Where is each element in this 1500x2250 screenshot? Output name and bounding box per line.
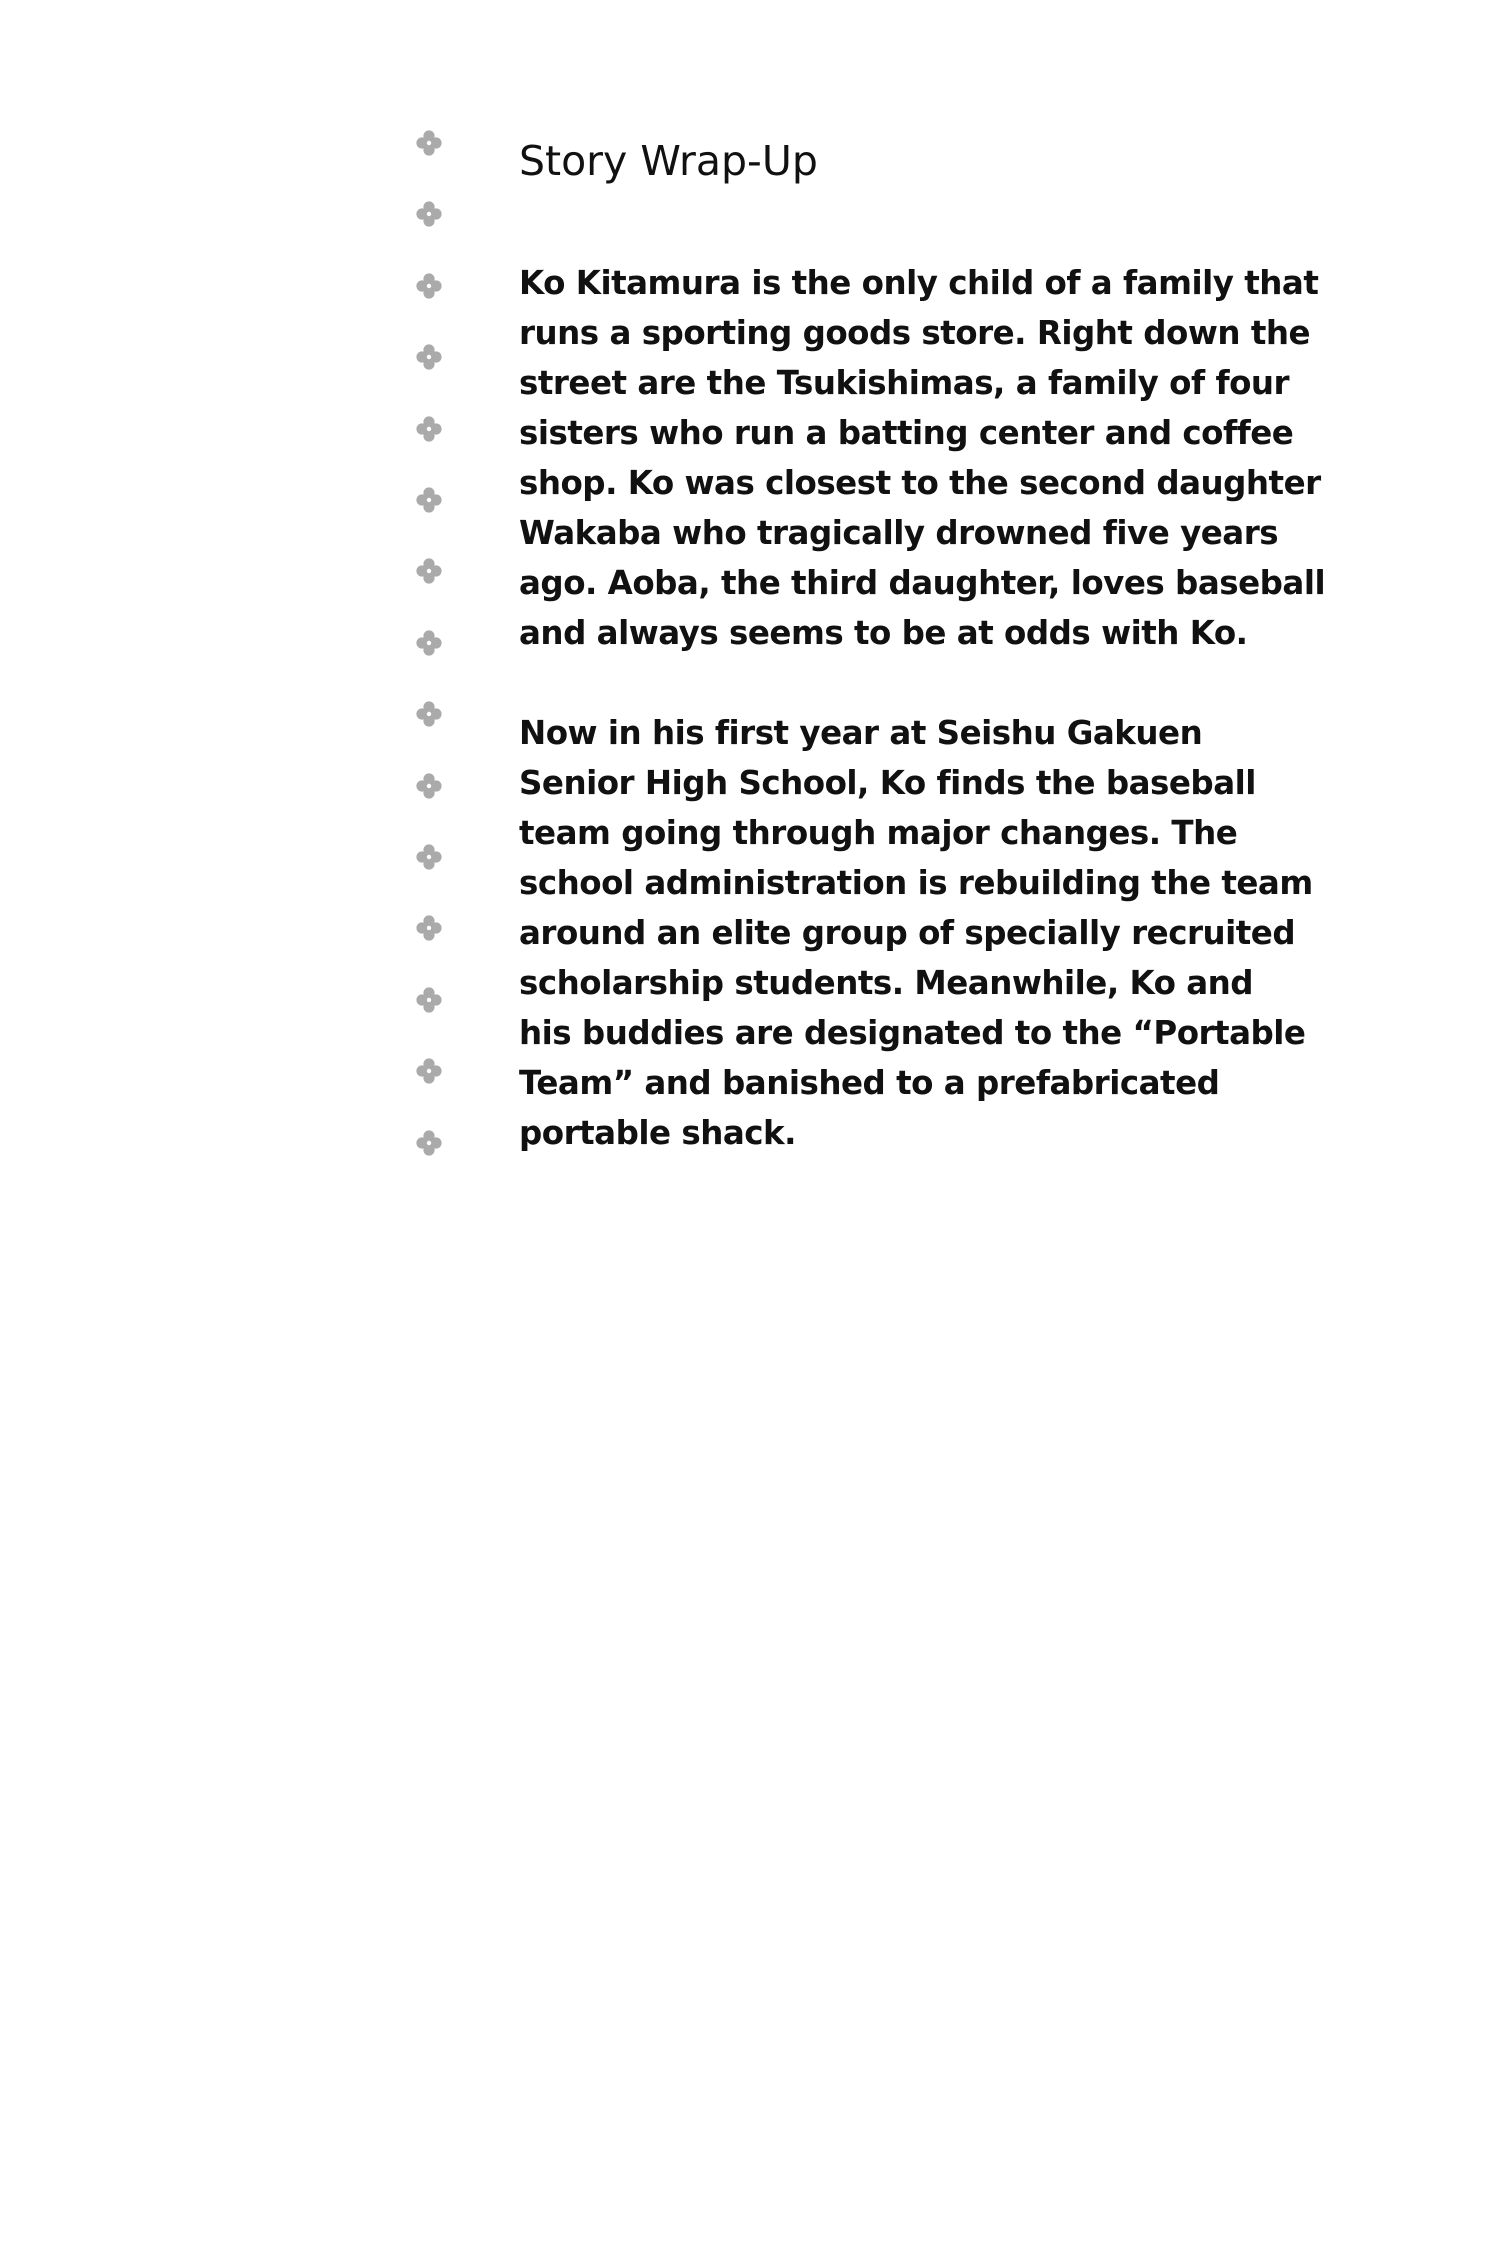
clover-icon	[414, 1128, 444, 1158]
text-line: around an elite group of specially recruited	[519, 914, 1296, 952]
story-paragraph-2	[519, 708, 1419, 1158]
clover-icon	[414, 628, 444, 658]
clover-icon	[414, 485, 444, 515]
text-line: portable shack.	[519, 1114, 796, 1152]
text-line: and always seems to be at odds with Ko.	[519, 614, 1248, 652]
clover-icon	[414, 271, 444, 301]
clover-icon	[414, 771, 444, 801]
clover-icon	[414, 913, 444, 943]
clover-icon	[414, 842, 444, 872]
text-line: Senior High School, Ko finds the baseball	[519, 764, 1256, 802]
text-line: scholarship students. Meanwhile, Ko and	[519, 964, 1254, 1002]
text-line: Team” and banished to a prefabricated	[519, 1064, 1220, 1102]
story-paragraph-1	[519, 258, 1419, 658]
clover-icon	[414, 128, 444, 158]
text-line: school administration is rebuilding the team	[519, 864, 1313, 902]
clover-icon	[414, 199, 444, 229]
clover-icon	[414, 556, 444, 586]
page-title: Story Wrap-Up	[519, 137, 818, 185]
clover-icon	[414, 985, 444, 1015]
story-wrap-up-section	[519, 128, 1419, 1158]
text-line: street are the Tsukishimas, a family of four	[519, 364, 1290, 402]
clover-icon	[414, 699, 444, 729]
text-line: Wakaba who tragically drowned five years	[519, 514, 1279, 552]
text-line: sisters who run a batting center and coffee	[519, 414, 1294, 452]
text-line: Now in his first year at Seishu Gakuen	[519, 714, 1203, 752]
text-line: runs a sporting goods store. Right down the	[519, 314, 1311, 352]
text-line: his buddies are designated to the “Portable	[519, 1014, 1306, 1052]
text-line: shop. Ko was closest to the second daughter	[519, 464, 1321, 502]
clover-icon	[414, 1056, 444, 1086]
clover-icon	[414, 414, 444, 444]
text-line: Ko Kitamura is the only child of a family that	[519, 264, 1319, 302]
text-line: team going through major changes. The	[519, 814, 1238, 852]
text-line: ago. Aoba, the third daughter, loves baseball	[519, 564, 1326, 602]
clover-icon	[414, 342, 444, 372]
